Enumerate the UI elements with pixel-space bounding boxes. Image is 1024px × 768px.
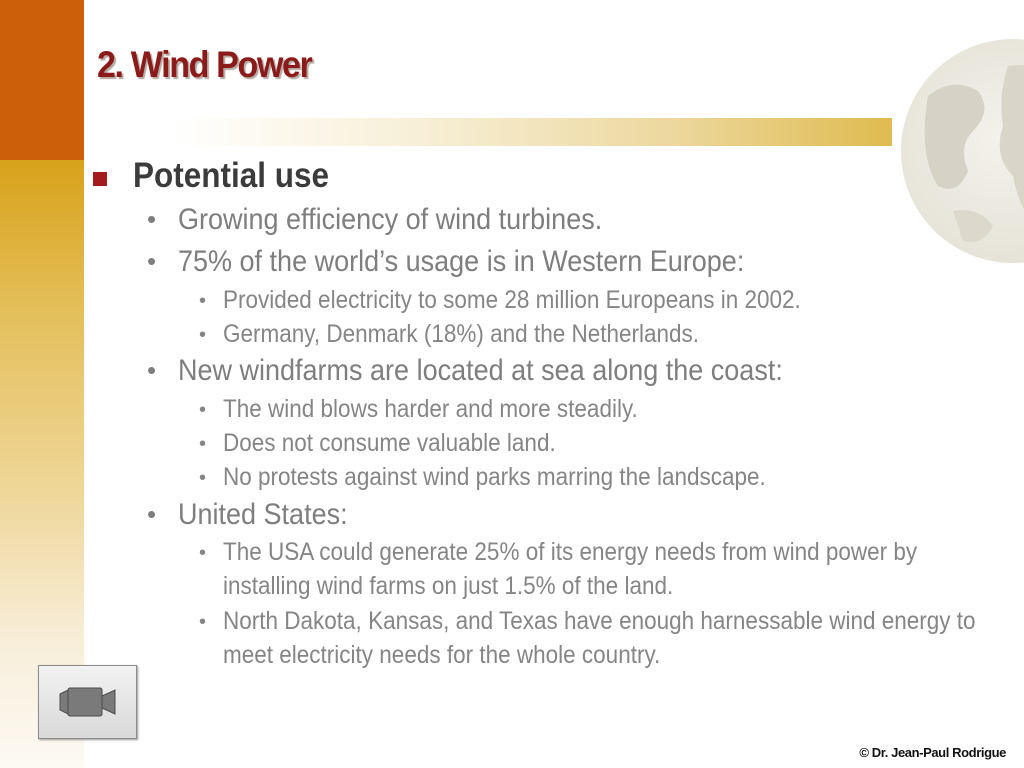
sub-bullet-dot-icon: • xyxy=(199,542,207,564)
bullet-item: New windfarms are located at sea along the coast: xyxy=(178,354,783,387)
sub-bullet-dot-icon: • xyxy=(199,611,207,633)
movie-camera-icon xyxy=(59,684,117,720)
sub-bullet-item: The USA could generate 25% of its energy needs from wind power by installing wind farms on just 1.5% of the land. xyxy=(223,538,918,600)
sub-bullet-dot-icon: • xyxy=(199,290,207,312)
sub-bullet-item: North Dakota, Kansas, and Texas have enough harnessable wind energy to meet electricity needs for the whole country. xyxy=(223,607,976,669)
sub-bullet-dot-icon: • xyxy=(199,324,207,346)
video-link-button[interactable] xyxy=(38,665,137,739)
sub-bullet-dot-icon: • xyxy=(199,433,207,455)
bullet-item: United States: xyxy=(178,498,348,531)
heading-potential-use: Potential use xyxy=(133,156,330,195)
sub-bullet-item: Germany, Denmark (18%) and the Netherlands. xyxy=(223,320,700,348)
bullet-dot-icon: • xyxy=(147,355,157,385)
sub-bullet-item: No protests against wind parks marring the landscape. xyxy=(223,463,766,491)
sub-bullet-item: Does not consume valuable land. xyxy=(223,429,556,457)
sub-bullet-item: Provided electricity to some 28 million Europeans in 2002. xyxy=(223,286,801,314)
bullet-item: Growing efficiency of wind turbines. xyxy=(178,203,603,236)
bullet-dot-icon: • xyxy=(147,246,157,276)
copyright-notice: © Dr. Jean-Paul Rodrigue xyxy=(859,745,1006,760)
square-bullet-icon xyxy=(93,172,107,186)
sub-bullet-dot-icon: • xyxy=(199,467,207,489)
bullet-dot-icon: • xyxy=(147,499,157,529)
sub-bullet-item: The wind blows harder and more steadily. xyxy=(223,395,638,423)
bullet-dot-icon: • xyxy=(147,204,157,234)
slide-title: 2. Wind Power xyxy=(97,44,312,85)
bullet-item: 75% of the world’s usage is in Western Europe: xyxy=(178,245,745,278)
sub-bullet-dot-icon: • xyxy=(199,399,207,421)
